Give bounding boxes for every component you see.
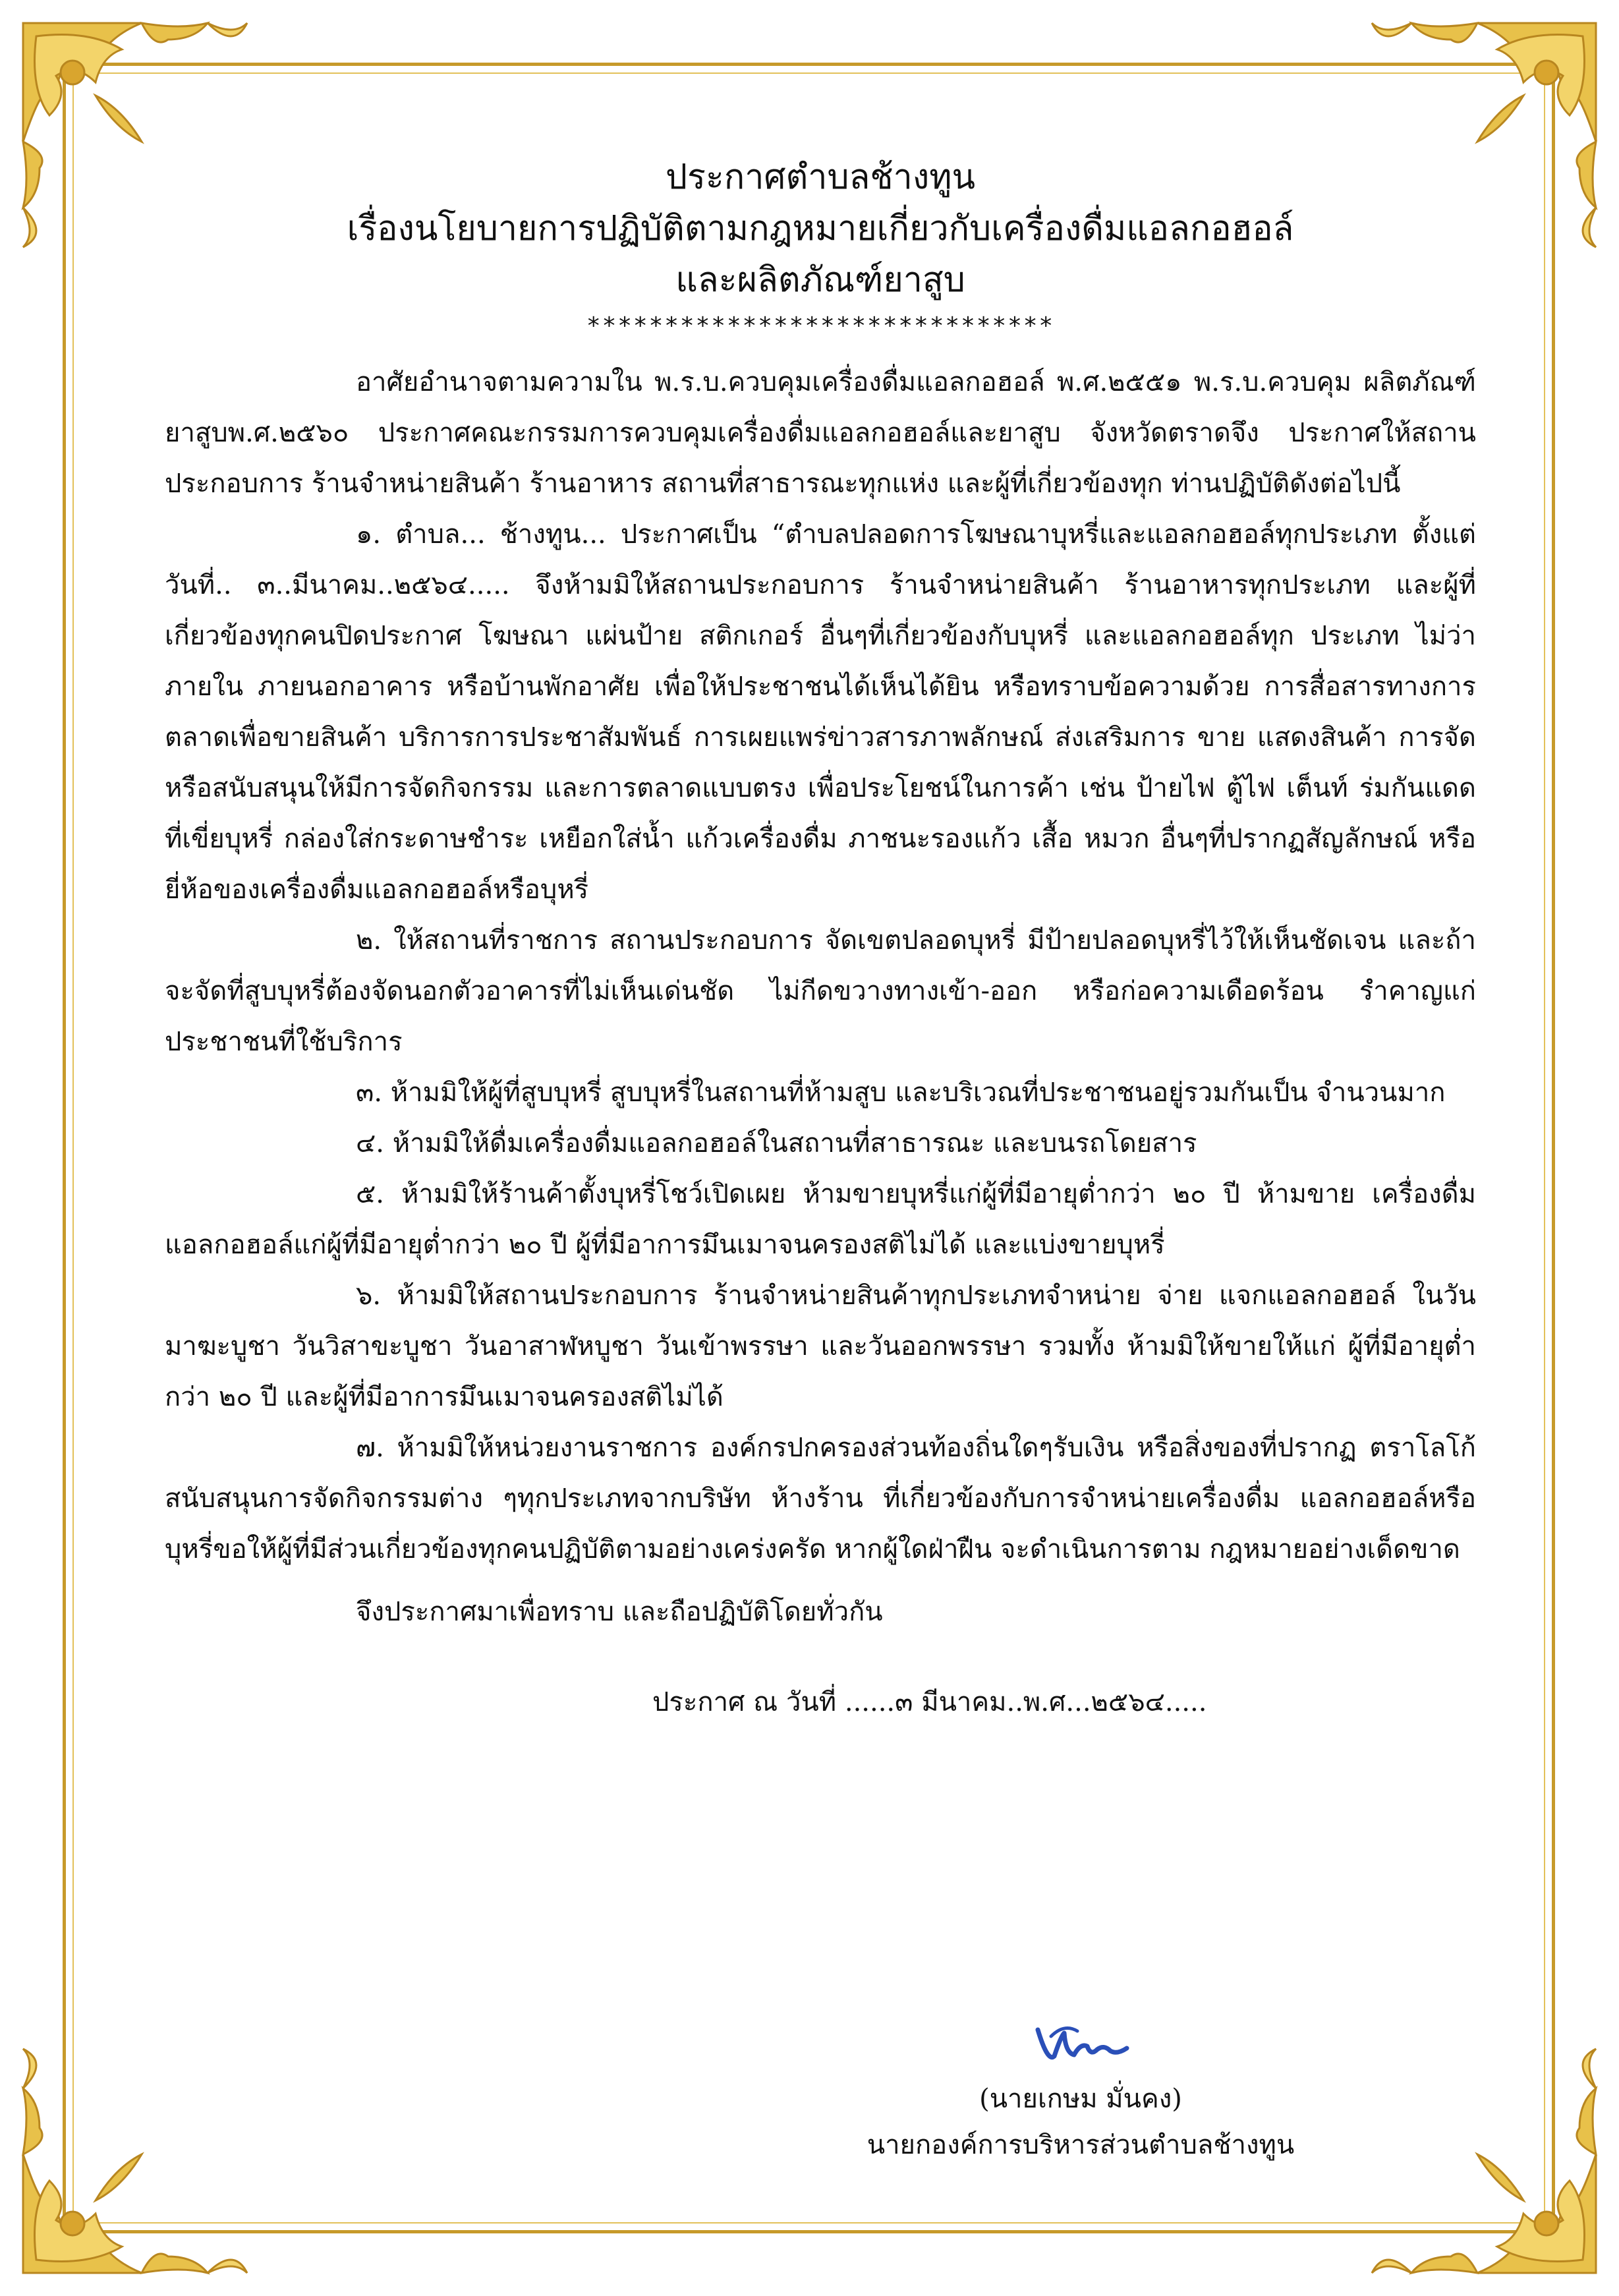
signer-name: (นายเกษม มั่นคง) bbox=[979, 2084, 1182, 2114]
title-line-2: เรื่องนโยบายการปฏิบัติตามกฎหมายเกี่ยวกับเครื่องดื่มแอลกอฮอล์ bbox=[347, 209, 1294, 248]
title-line-3: และผลิตภัณฑ์ยาสูบ bbox=[675, 260, 965, 300]
announcement-date: ประกาศ ณ วันที่ ......๓ มีนาคม..พ.ศ...๒๕๖๔..... bbox=[652, 1687, 1207, 1717]
title-separator: ****************************** bbox=[586, 312, 1055, 339]
signature-icon bbox=[1025, 2017, 1137, 2076]
item-5: ๕. ห้ามมิให้ร้านค้าตั้งบุหรี่โชว์เปิดเผย ห้ามขายบุหรี่แก่ผู้ที่มีอายุต่ำกว่า ๒๐ ปี ห้ามขาย เครื่องดื่มแอลกอฮอล์แก่ผู้ที่มีอายุต่ำกว่า ๒๐ ปี ผู้ที่มีอาการมึนเมาจนครองสติไม่ได้ และแบ่งขายบุหรี่ bbox=[165, 1179, 1476, 1260]
item-2: ๒. ให้สถานที่ราชการ สถานประกอบการ จัดเขตปลอดบุหรี่ มีป้ายปลอดบุหรี่ไว้ให้เห็นชัดเจน และถ้าจะจัดที่สูบบุหรี่ต้องจัดนอกตัวอาคารที่ไม่เห็นเด่นชัด ไม่กีดขวางทางเข้า-ออก หรือก่อความเดือดร้อน รำคาญแก่ประชาชนที่ใช้บริการ bbox=[165, 925, 1476, 1057]
item-7: ๗. ห้ามมิให้หน่วยงานราชการ องค์กรปกครองส่วนท้องถิ่นใดๆรับเงิน หรือสิ่งของที่ปรากฏ ตราโลโก้สนับสนุนการจัดกิจกรรมต่าง ๆทุกประเภทจากบริษัท ห้างร้าน ที่เกี่ยวข้องกับการจำหน่ายเครื่องดื่ม แอลกอฮอล์หรือบุหรี่ขอให้ผู้ที่มีส่วนเกี่ยวข้องทุกคนปฏิบัติตามอย่างเคร่งครัด หากผู้ใดฝ่าฝืน จะดำเนินการตาม กฎหมายอย่างเด็ดขาด bbox=[165, 1433, 1476, 1564]
intro-paragraph: อาศัยอำนาจตามความใน พ.ร.บ.ควบคุมเครื่องดื่มแอลกอฮอล์ พ.ศ.๒๕๕๑ พ.ร.บ.ควบคุม ผลิตภัณฑ์ยาสูบพ.ศ.๒๕๖๐ ประกาศคณะกรรมการควบคุมเครื่องดื่มแอลกอฮอล์และยาสูบ จังหวัดตราดจึง ประกาศให้สถานประกอบการ ร้านจำหน่ายสินค้า ร้านอาหาร สถานที่สาธารณะทุกแห่ง และผู้ที่เกี่ยวข้องทุก ท่านปฏิบัติดังต่อไปนี้ bbox=[165, 367, 1476, 499]
signature-block bbox=[784, 2017, 1377, 2168]
signer-position: นายกองค์การบริหารส่วนตำบลช้างทูน bbox=[866, 2130, 1295, 2160]
item-4: ๔. ห้ามมิให้ดื่มเครื่องดื่มแอลกอฮอล์ในสถานที่สาธารณะ และบนรถโดยสาร bbox=[356, 1128, 1197, 1159]
item-1: ๑. ตำบล... ช้างทูน... ประกาศเป็น “ตำบลปลอดการโฆษณาบุหรี่และแอลกอฮอล์ทุกประเภท ตั้งแต่วันที่.. ๓..มีนาคม..๒๕๖๔..... จึงห้ามมิให้สถานประกอบการ ร้านจำหน่ายสินค้า ร้านอาหารทุกประเภท และผู้ที่เกี่ยวข้องทุกคนปิดประกาศ โฆษณา แผ่นป้าย สติกเกอร์ อื่นๆที่เกี่ยวข้องกับบุหรี่ และแอลกอฮอล์ทุก ประเภท ไม่ว่าภายใน ภายนอกอาคาร หรือบ้านพักอาศัย เพื่อให้ประชาชนได้เห็นได้ยิน หรือทราบข้อความด้วย การสื่อสารทางการตลาดเพื่อขายสินค้า บริการการประชาสัมพันธ์ การเผยแพร่ข่าวสารภาพลักษณ์ ส่งเสริมการ ขาย แสดงสินค้า การจัดหรือสนับสนุนให้มีการจัดกิจกรรม และการตลาดแบบตรง เพื่อประโยชน์ในการค้า เช่น ป้ายไฟ ตู้ไฟ เต็นท์ ร่มกันแดด ที่เขี่ยบุหรี่ กล่องใส่กระดาษชำระ เหยือกใส่น้ำ แก้วเครื่องดื่ม ภาชนะรองแก้ว เสื้อ หมวก อื่นๆที่ปรากฏสัญลักษณ์ หรือยี่ห้อของเครื่องดื่มแอลกอฮอล์หรือบุหรี่ bbox=[165, 519, 1476, 905]
closing-statement: จึงประกาศมาเพื่อทราบ และถือปฏิบัติโดยทั่วกัน bbox=[356, 1597, 883, 1627]
corner-ornament-icon bbox=[1359, 2036, 1609, 2286]
title-line-1: ประกาศตำบลช้างทูน bbox=[665, 158, 976, 197]
document-body bbox=[165, 152, 1476, 1728]
corner-ornament-icon bbox=[10, 2036, 260, 2286]
item-6: ๖. ห้ามมิให้สถานประกอบการ ร้านจำหน่ายสินค้าทุกประเภทจำหน่าย จ่าย แจกแอลกอฮอล์ ในวันมาฆะบูชา วันวิสาขะบูชา วันอาสาฬหบูชา วันเข้าพรรษา และวันออกพรรษา รวมทั้ง ห้ามมิให้ขายให้แก่ ผู้ที่มีอายุต่ำกว่า ๒๐ ปี และผู้ที่มีอาการมึนเมาจนครองสติไม่ได้ bbox=[165, 1280, 1476, 1412]
item-3: ๓. ห้ามมิให้ผู้ที่สูบบุหรี่ สูบบุหรี่ในสถานที่ห้ามสูบ และบริเวณที่ประชาชนอยู่รวมกันเป็น จำนวนมาก bbox=[356, 1077, 1446, 1108]
